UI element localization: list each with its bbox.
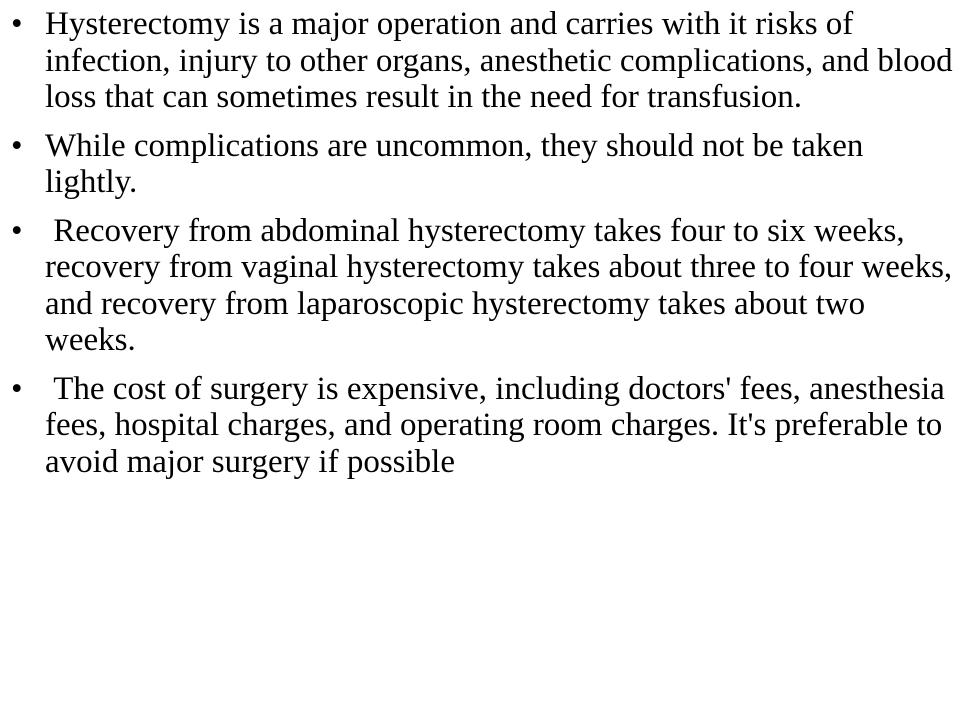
bullet-dot-icon: • xyxy=(11,370,23,407)
bullet-text: Hysterectomy is a major operation and carries with it risks of infection, injury to other organs, anesthetic complications, and blood loss that can sometimes result in the need for transfusion. xyxy=(45,6,953,115)
bullet-item-complications-uncommon xyxy=(0,128,960,201)
bullet-item-recovery-times xyxy=(0,213,960,359)
bullet-text: Recovery from abdominal hysterectomy takes four to six weeks, recovery from vaginal hysterectomy takes about three to four weeks, and recovery from laparoscopic hysterectomy takes about two weeks. xyxy=(45,212,960,358)
bullet-text: The cost of surgery is expensive, including doctors' fees, anesthesia fees, hospital charges, and operating room charges. It's preferable to avoid major surgery if possible xyxy=(45,370,954,480)
bullet-dot-icon: • xyxy=(11,6,23,42)
bullet-dot-icon: • xyxy=(11,212,23,249)
bullet-list xyxy=(0,6,960,492)
bullet-dot-icon: • xyxy=(11,127,23,164)
bullet-item-complication-risks xyxy=(0,6,960,116)
bullet-item-surgery-cost xyxy=(0,371,960,481)
bullet-text: While complications are uncommon, they should not be taken lightly. xyxy=(45,127,864,200)
